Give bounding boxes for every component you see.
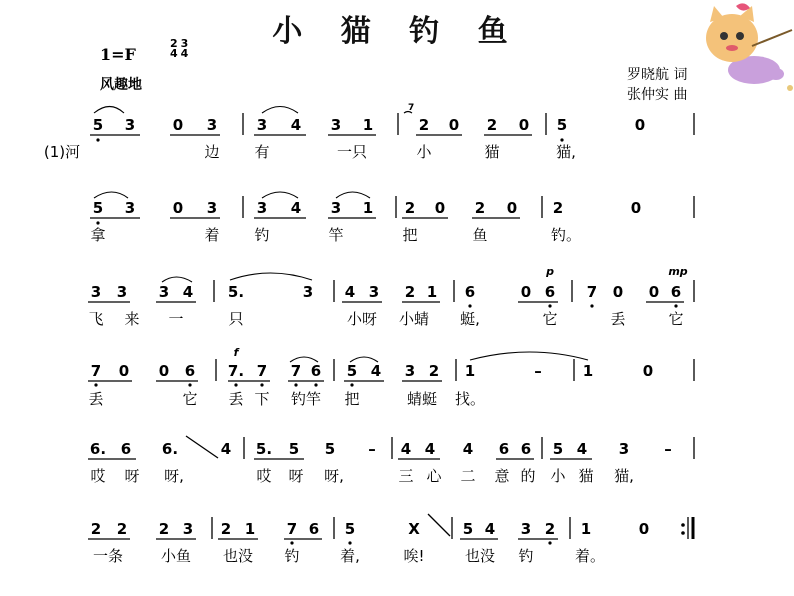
note: 2 <box>552 199 564 217</box>
note: 0 <box>448 116 460 134</box>
slur <box>470 352 588 360</box>
note: 7 <box>256 362 268 380</box>
slur <box>94 107 124 114</box>
lyric: 三 <box>398 467 414 485</box>
note: 7 <box>290 362 302 380</box>
lyric: 猫, <box>556 143 576 161</box>
lyric: 鱼 <box>472 226 488 244</box>
lyric: 小呀 <box>346 310 378 328</box>
lyric: 着 <box>204 226 220 244</box>
note: – <box>664 440 672 458</box>
note: 5 <box>344 520 356 538</box>
note: 3 <box>256 116 268 134</box>
row-2 <box>90 192 694 244</box>
lyric: 钓竿 <box>290 390 322 408</box>
lyric: 丢 <box>88 390 104 408</box>
slur <box>230 273 312 280</box>
note: 3 <box>124 199 136 217</box>
repeat-dot <box>681 531 685 535</box>
lyric: 蜓, <box>460 310 480 328</box>
note: 2 <box>404 283 416 301</box>
key-signature: 1=F <box>100 45 136 64</box>
note: X <box>408 520 420 538</box>
note: 0 <box>172 199 184 217</box>
note: 1 <box>426 283 438 301</box>
note: 1 <box>362 199 374 217</box>
note: 7. <box>227 362 245 380</box>
row-3 <box>88 265 694 328</box>
note: 4 <box>344 283 356 301</box>
lyric: 小蜻 <box>398 310 430 328</box>
slur <box>94 192 128 198</box>
lyric: 它 <box>542 310 558 328</box>
note: 3 <box>158 283 170 301</box>
note: 3 <box>182 520 194 538</box>
note: 0 <box>434 199 446 217</box>
note: 0 <box>118 362 130 380</box>
lyric: 竿 <box>328 226 344 244</box>
note: 3 <box>330 116 342 134</box>
note: 6 <box>670 283 682 301</box>
lyric: 把 <box>402 226 418 244</box>
slur <box>262 107 298 114</box>
lyric: 蜻蜓 <box>406 390 438 408</box>
ornament-mark: 7 <box>408 103 415 113</box>
note: 0 <box>518 116 530 134</box>
lyric: 丢 <box>610 310 626 328</box>
note: 3 <box>520 520 532 538</box>
note: 2 <box>486 116 498 134</box>
lyricist-credit: 罗晓航 词 <box>627 67 688 83</box>
note: – <box>368 440 376 458</box>
note: 5. <box>255 440 273 458</box>
note: 7 <box>286 520 298 538</box>
meter-b: 3 4 <box>180 37 189 60</box>
note: 2 <box>90 520 102 538</box>
note: 2 <box>220 520 232 538</box>
lyric: 着。 <box>574 547 606 565</box>
note: 6 <box>184 362 196 380</box>
note: 6 <box>520 440 532 458</box>
slur <box>336 192 370 198</box>
lyric: 猫 <box>484 143 500 161</box>
note: 3 <box>206 199 218 217</box>
note: 3 <box>368 283 380 301</box>
lyric: 只 <box>228 310 244 328</box>
lyric: 的 <box>520 467 536 485</box>
lyric: 钓 <box>254 226 270 244</box>
note: 1 <box>362 116 374 134</box>
lyric: 也没 <box>222 547 254 565</box>
note: 6. <box>89 440 107 458</box>
lyric: 呀, <box>324 467 344 485</box>
lyric: 钓 <box>284 547 300 565</box>
note: 3 <box>404 362 416 380</box>
row-6 <box>88 514 693 565</box>
meter-a: 2 4 <box>170 37 178 60</box>
lyric: 猫, <box>614 467 634 485</box>
dynamic-mark: f <box>233 346 239 359</box>
note: 0 <box>648 283 660 301</box>
lyric: 找。 <box>454 390 486 408</box>
row-1 <box>44 103 694 161</box>
note: 4 <box>424 440 436 458</box>
note: 5 <box>324 440 336 458</box>
lyric: 呀, <box>164 467 184 485</box>
note: 4 <box>462 440 474 458</box>
note: 5 <box>552 440 564 458</box>
lyric: 它 <box>182 390 198 408</box>
note: 3 <box>302 283 314 301</box>
row-4 <box>88 346 694 408</box>
note: 3 <box>618 440 630 458</box>
lyric: 心 <box>426 467 442 485</box>
lyric: 呀 <box>288 467 304 485</box>
lyric: 一只 <box>336 143 368 161</box>
note: 0 <box>506 199 518 217</box>
note: 5 <box>462 520 474 538</box>
note: 3 <box>256 199 268 217</box>
note: 7 <box>90 362 102 380</box>
lyric: 猫 <box>578 467 594 485</box>
note: 3 <box>124 116 136 134</box>
lyric: 一 <box>168 310 184 328</box>
lyric: 它 <box>668 310 684 328</box>
lyric: 二 <box>460 467 476 485</box>
lyric: 一条 <box>92 547 124 565</box>
note: 7 <box>586 283 598 301</box>
note: 1 <box>582 362 594 380</box>
note: 5 <box>92 116 104 134</box>
lyric: 小 <box>416 143 432 161</box>
note: 2 <box>404 199 416 217</box>
note: 5 <box>92 199 104 217</box>
note: 0 <box>158 362 170 380</box>
note: 6 <box>120 440 132 458</box>
lyric: 把 <box>344 390 360 408</box>
note: 0 <box>638 520 650 538</box>
lyric: 哎 <box>90 467 106 485</box>
lyric: 呀 <box>124 467 140 485</box>
lyric: 意 <box>494 467 510 485</box>
note: 0 <box>612 283 624 301</box>
note: 5 <box>556 116 568 134</box>
note: 2 <box>418 116 430 134</box>
note: 1 <box>244 520 256 538</box>
lyric: 唉! <box>403 547 425 565</box>
lyric: 着, <box>340 547 360 565</box>
lyric: 也没 <box>464 547 496 565</box>
repeat-dot <box>681 523 685 527</box>
lyric: 哎 <box>256 467 272 485</box>
lyric: 飞 <box>88 310 104 328</box>
composer-credit: 张仲实 曲 <box>627 87 688 103</box>
note: 2 <box>428 362 440 380</box>
note: 3 <box>206 116 218 134</box>
lyric: 钓 <box>518 547 534 565</box>
note: 2 <box>116 520 128 538</box>
note: 3 <box>330 199 342 217</box>
note: 1 <box>464 362 476 380</box>
note: 4 <box>576 440 588 458</box>
lyric: 下 <box>254 390 270 408</box>
note: 4 <box>484 520 496 538</box>
dynamic-mark: mp <box>668 265 688 278</box>
note: 1 <box>580 520 592 538</box>
note: 6 <box>544 283 556 301</box>
note: 5 <box>288 440 300 458</box>
note: 2 <box>544 520 556 538</box>
glissando-mark <box>186 436 218 458</box>
dynamic-mark: p <box>546 265 554 278</box>
note: 3 <box>90 283 102 301</box>
slur <box>262 192 298 198</box>
note: 4 <box>290 116 302 134</box>
note: 5. <box>227 283 245 301</box>
lyric: 钓。 <box>550 226 582 244</box>
lyric: 拿 <box>90 226 106 244</box>
lyric: 丢 <box>228 390 244 408</box>
note: 0 <box>520 283 532 301</box>
lyric: 小 <box>550 467 566 485</box>
note: 4 <box>182 283 194 301</box>
note: 6 <box>308 520 320 538</box>
note: 3 <box>116 283 128 301</box>
note: 2 <box>474 199 486 217</box>
slur <box>162 277 192 282</box>
glissando-mark <box>428 514 450 536</box>
note: 0 <box>172 116 184 134</box>
note: 0 <box>634 116 646 134</box>
note: 6 <box>464 283 476 301</box>
note: 6 <box>498 440 510 458</box>
lyric: 边 <box>204 143 220 161</box>
note: 6 <box>310 362 322 380</box>
note: 0 <box>642 362 654 380</box>
note: 4 <box>290 199 302 217</box>
song-title: 小 猫 钓 鱼 <box>272 14 522 49</box>
note: – <box>534 362 542 380</box>
lyric: 小鱼 <box>160 547 192 565</box>
tempo-marking: 风趣地 <box>100 77 142 93</box>
lyric: (1)河 <box>43 143 81 161</box>
note: 2 <box>158 520 170 538</box>
note: 5 <box>346 362 358 380</box>
note: 6. <box>161 440 179 458</box>
note: 4 <box>370 362 382 380</box>
note: 4 <box>220 440 232 458</box>
row-5 <box>88 436 694 485</box>
note: 4 <box>400 440 412 458</box>
note: 0 <box>630 199 642 217</box>
lyric: 来 <box>124 310 140 328</box>
lyric: 有 <box>254 143 270 161</box>
